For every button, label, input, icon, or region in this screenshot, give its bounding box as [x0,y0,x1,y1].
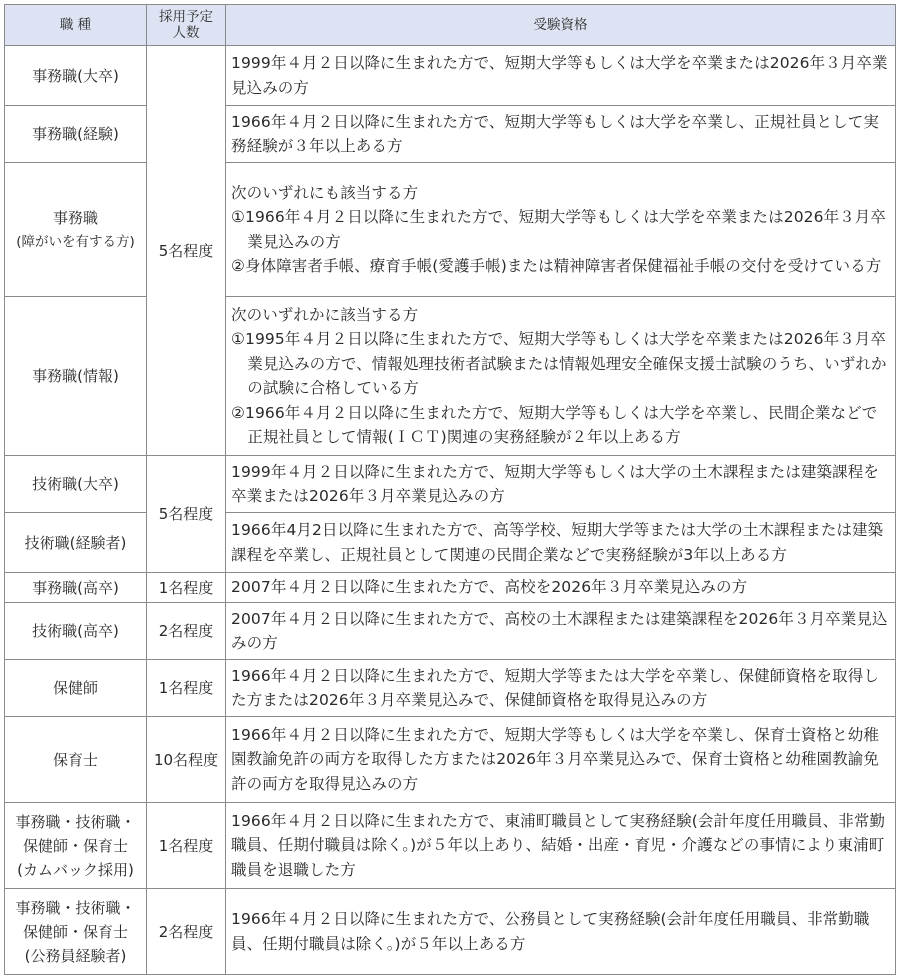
count-cell: 1名程度 [147,573,226,603]
job-cell [5,889,147,975]
qualification-cell: 1966年４月２日以降に生まれた方で、短期大学等もしくは大学を卒業し、保育士資格と幼稚園教諭免許の両方を取得した方または2026年３月卒業見込みで、保育士資格と幼稚園教諭免許の両方を取得見込みの方 [226,717,896,803]
job-line: (公務員経験者) [24,946,127,965]
qualification-item: ②1966年４月２日以降に生まれた方で、短期大学等もしくは大学を卒業し、民間企業などで正規社員として情報(ＩＣＴ)関連の実務経験が２年以上ある方 [231,403,878,446]
table-row [5,456,896,513]
table-row [5,513,896,573]
qualification-cell: 1966年４月２日以降に生まれた方で、東浦町職員として実務経験(会計年度任用職員、非常勤職員、任期付職員は除く。)が５年以上あり、結婚・出産・育児・介護などの事情により東浦町職員を退職した方 [226,803,896,889]
job-label: 事務職 [52,208,98,227]
job-cell: 技術職(経験者) [5,513,147,573]
job-cell: 技術職(大卒) [5,456,147,513]
count-cell: 2名程度 [147,889,226,975]
header-count [147,5,226,46]
job-line: 事務職・技術職・ [15,812,136,831]
qualification-cell: 1999年４月２日以降に生まれた方で、短期大学等もしくは大学の土木課程または建築課程を卒業または2026年３月卒業見込みの方 [226,456,896,513]
qualification-cell: 1966年４月２日以降に生まれた方で、公務員として実務経験(会計年度任用職員、非常勤職員、任期付職員は除く。)が５年以上ある方 [226,889,896,975]
table-row [5,46,896,106]
job-cell: 事務職(高卒) [5,573,147,603]
qualification-item: ②身体障害者手帳、療育手帳(愛護手帳)または精神障害者保健福祉手帳の交付を受けている方 [231,257,882,275]
qualification-cell: 1966年4月2日以降に生まれた方で、高等学校、短期大学等または大学の土木課程または建築課程を卒業し、正規社員として関連の民間企業などで実務経験が3年以上ある方 [226,513,896,573]
table-row [5,660,896,717]
job-cell [5,163,147,297]
qualification-cell [226,163,896,297]
qualification-cell: 1966年４月２日以降に生まれた方で、短期大学等または大学を卒業し、保健師資格を取得した方または2026年３月卒業見込みで、保健師資格を取得見込みの方 [226,660,896,717]
count-cell: 1名程度 [147,660,226,717]
job-cell: 事務職(情報) [5,297,147,456]
table-row [5,573,896,603]
job-cell: 保育士 [5,717,147,803]
table-row [5,603,896,660]
count-cell: 10名程度 [147,717,226,803]
table-row [5,297,896,456]
table-row [5,889,896,975]
count-cell: 1名程度 [147,803,226,889]
header-row [5,5,896,46]
table-row [5,803,896,889]
qualification-item: ①1995年４月２日以降に生まれた方で、短期大学等もしくは大学を卒業または2026年３月卒業見込みの方で、情報処理技術者試験または情報処理安全確保支援士試験のうち、いずれかの試験に合格している方 [231,330,887,397]
job-cell: 事務職(経験) [5,106,147,163]
job-cell: 技術職(高卒) [5,603,147,660]
job-line: 保健師・保育士 [22,836,128,855]
count-cell: 2名程度 [147,603,226,660]
table-row [5,717,896,803]
count-cell: 5名程度 [147,46,226,456]
qualification-item: ①1966年４月２日以降に生まれた方で、短期大学等もしくは大学を卒業または2026年３月卒業見込みの方 [231,208,886,251]
qualification-cell [226,297,896,456]
qualification-cell: 2007年４月２日以降に生まれた方で、高校の土木課程または建築課程を2026年３月卒業見込みの方 [226,603,896,660]
qualification-cell: 2007年４月２日以降に生まれた方で、高校を2026年３月卒業見込みの方 [226,573,896,603]
job-cell: 保健師 [5,660,147,717]
header-count-line2: 人数 [172,25,200,41]
recruitment-table [4,4,896,975]
job-cell [5,803,147,889]
qualification-cell: 1999年４月２日以降に生まれた方で、短期大学等もしくは大学を卒業または2026年３月卒業見込みの方 [226,46,896,106]
header-qualification: 受験資格 [226,5,896,46]
job-line: (カムバック採用) [17,860,134,879]
count-cell: 5名程度 [147,456,226,573]
job-line: 保健師・保育士 [22,922,128,941]
table-row [5,163,896,297]
qualification-intro: 次のいずれかに該当する方 [231,305,419,324]
header-count-line1: 採用予定 [159,9,213,25]
qualification-cell: 1966年４月２日以降に生まれた方で、短期大学等もしくは大学を卒業し、正規社員として実務経験が３年以上ある方 [226,106,896,163]
qualification-intro: 次のいずれにも該当する方 [231,183,419,202]
job-cell: 事務職(大卒) [5,46,147,106]
header-job: 職 種 [5,5,147,46]
job-line: 事務職・技術職・ [15,898,136,917]
table-row [5,106,896,163]
job-sublabel: (障がいを有する方) [16,233,135,250]
